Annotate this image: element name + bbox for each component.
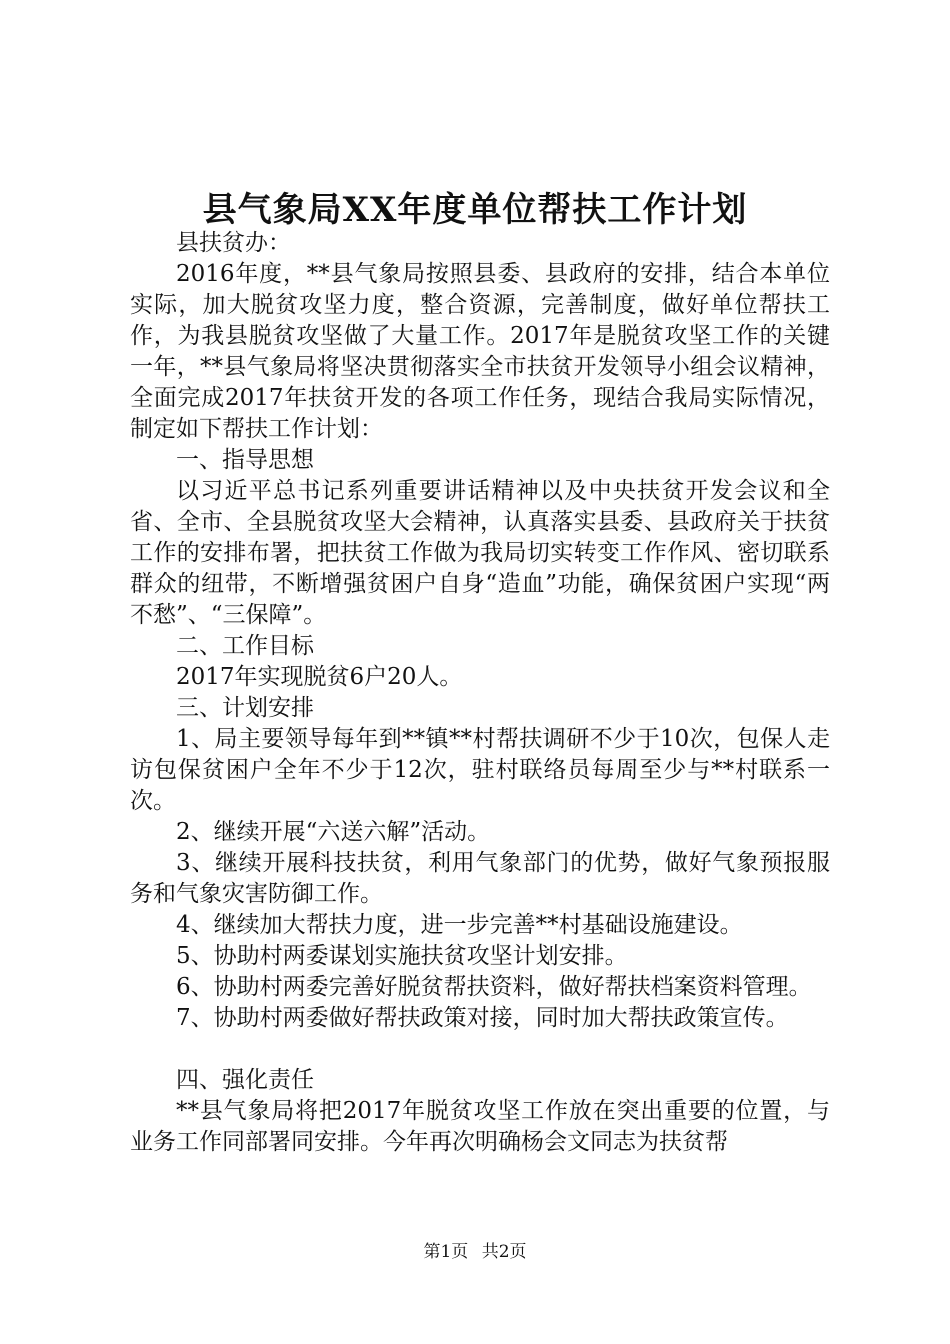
plan-item: 2、继续开展“六送六解”活动。 <box>176 819 491 845</box>
section-heading: 一、指导思想 <box>176 447 314 473</box>
salutation: 县扶贫办： <box>176 230 291 256</box>
document-body <box>130 228 830 1158</box>
plan-item: 1、局主要领导每年到**镇**村帮扶调研不少于10次，包保人走访包保贫困户全年不少于12次，驻村联络员每周至少与**村联系一次。 <box>130 726 830 814</box>
document-title: 县气象局XX年度单位帮扶工作计划 <box>202 190 748 230</box>
goal-paragraph: 2017年实现脱贫6户20人。 <box>176 664 463 690</box>
page-footer <box>0 1240 950 1264</box>
section-heading: 二、工作目标 <box>176 633 314 659</box>
plan-item: 6、协助村两委完善好脱贫帮扶资料，做好帮扶档案资料管理。 <box>176 974 812 1000</box>
plan-item: 3、继续开展科技扶贫，利用气象部门的优势，做好气象预报服务和气象灾害防御工作。 <box>130 850 830 907</box>
guiding-thought-paragraph: 以习近平总书记系列重要讲话精神以及中央扶贫开发会议和全省、全市、全县脱贫攻坚大会精神，认真落实县委、县政府关于扶贫工作的安排布署，把扶贫工作做为我局切实转变工作作风、密切联系群众的纽带，不断增强贫困户自身“造血”功能，确保贫困户实现“两不愁”、“三保障”。 <box>130 478 830 628</box>
page-total: 共2页 <box>481 1242 527 1262</box>
intro-paragraph: 2016年度，**县气象局按照县委、县政府的安排，结合本单位实际，加大脱贫攻坚力度，整合资源，完善制度，做好单位帮扶工作，为我县脱贫攻坚做了大量工作。2017年是脱贫攻坚工作的关键一年，**县气象局将坚决贯彻落实全市扶贫开发领导小组会议精神，全面完成2017年扶贫开发的各项工作任务，现结合我局实际情况，制定如下帮扶工作计划： <box>130 261 830 442</box>
page-number: 第1页 <box>423 1242 469 1262</box>
section-heading: 四、强化责任 <box>176 1067 314 1093</box>
plan-item: 5、协助村两委谋划实施扶贫攻坚计划安排。 <box>176 943 628 969</box>
section-heading: 三、计划安排 <box>176 695 314 721</box>
responsibility-paragraph: **县气象局将把2017年脱贫攻坚工作放在突出重要的位置，与业务工作同部署同安排。今年再次明确杨会文同志为扶贫帮 <box>130 1098 830 1155</box>
plan-item: 4、继续加大帮扶力度，进一步完善**村基础设施建设。 <box>176 912 743 938</box>
plan-item: 7、协助村两委做好帮扶政策对接，同时加大帮扶政策宣传。 <box>176 1005 789 1031</box>
